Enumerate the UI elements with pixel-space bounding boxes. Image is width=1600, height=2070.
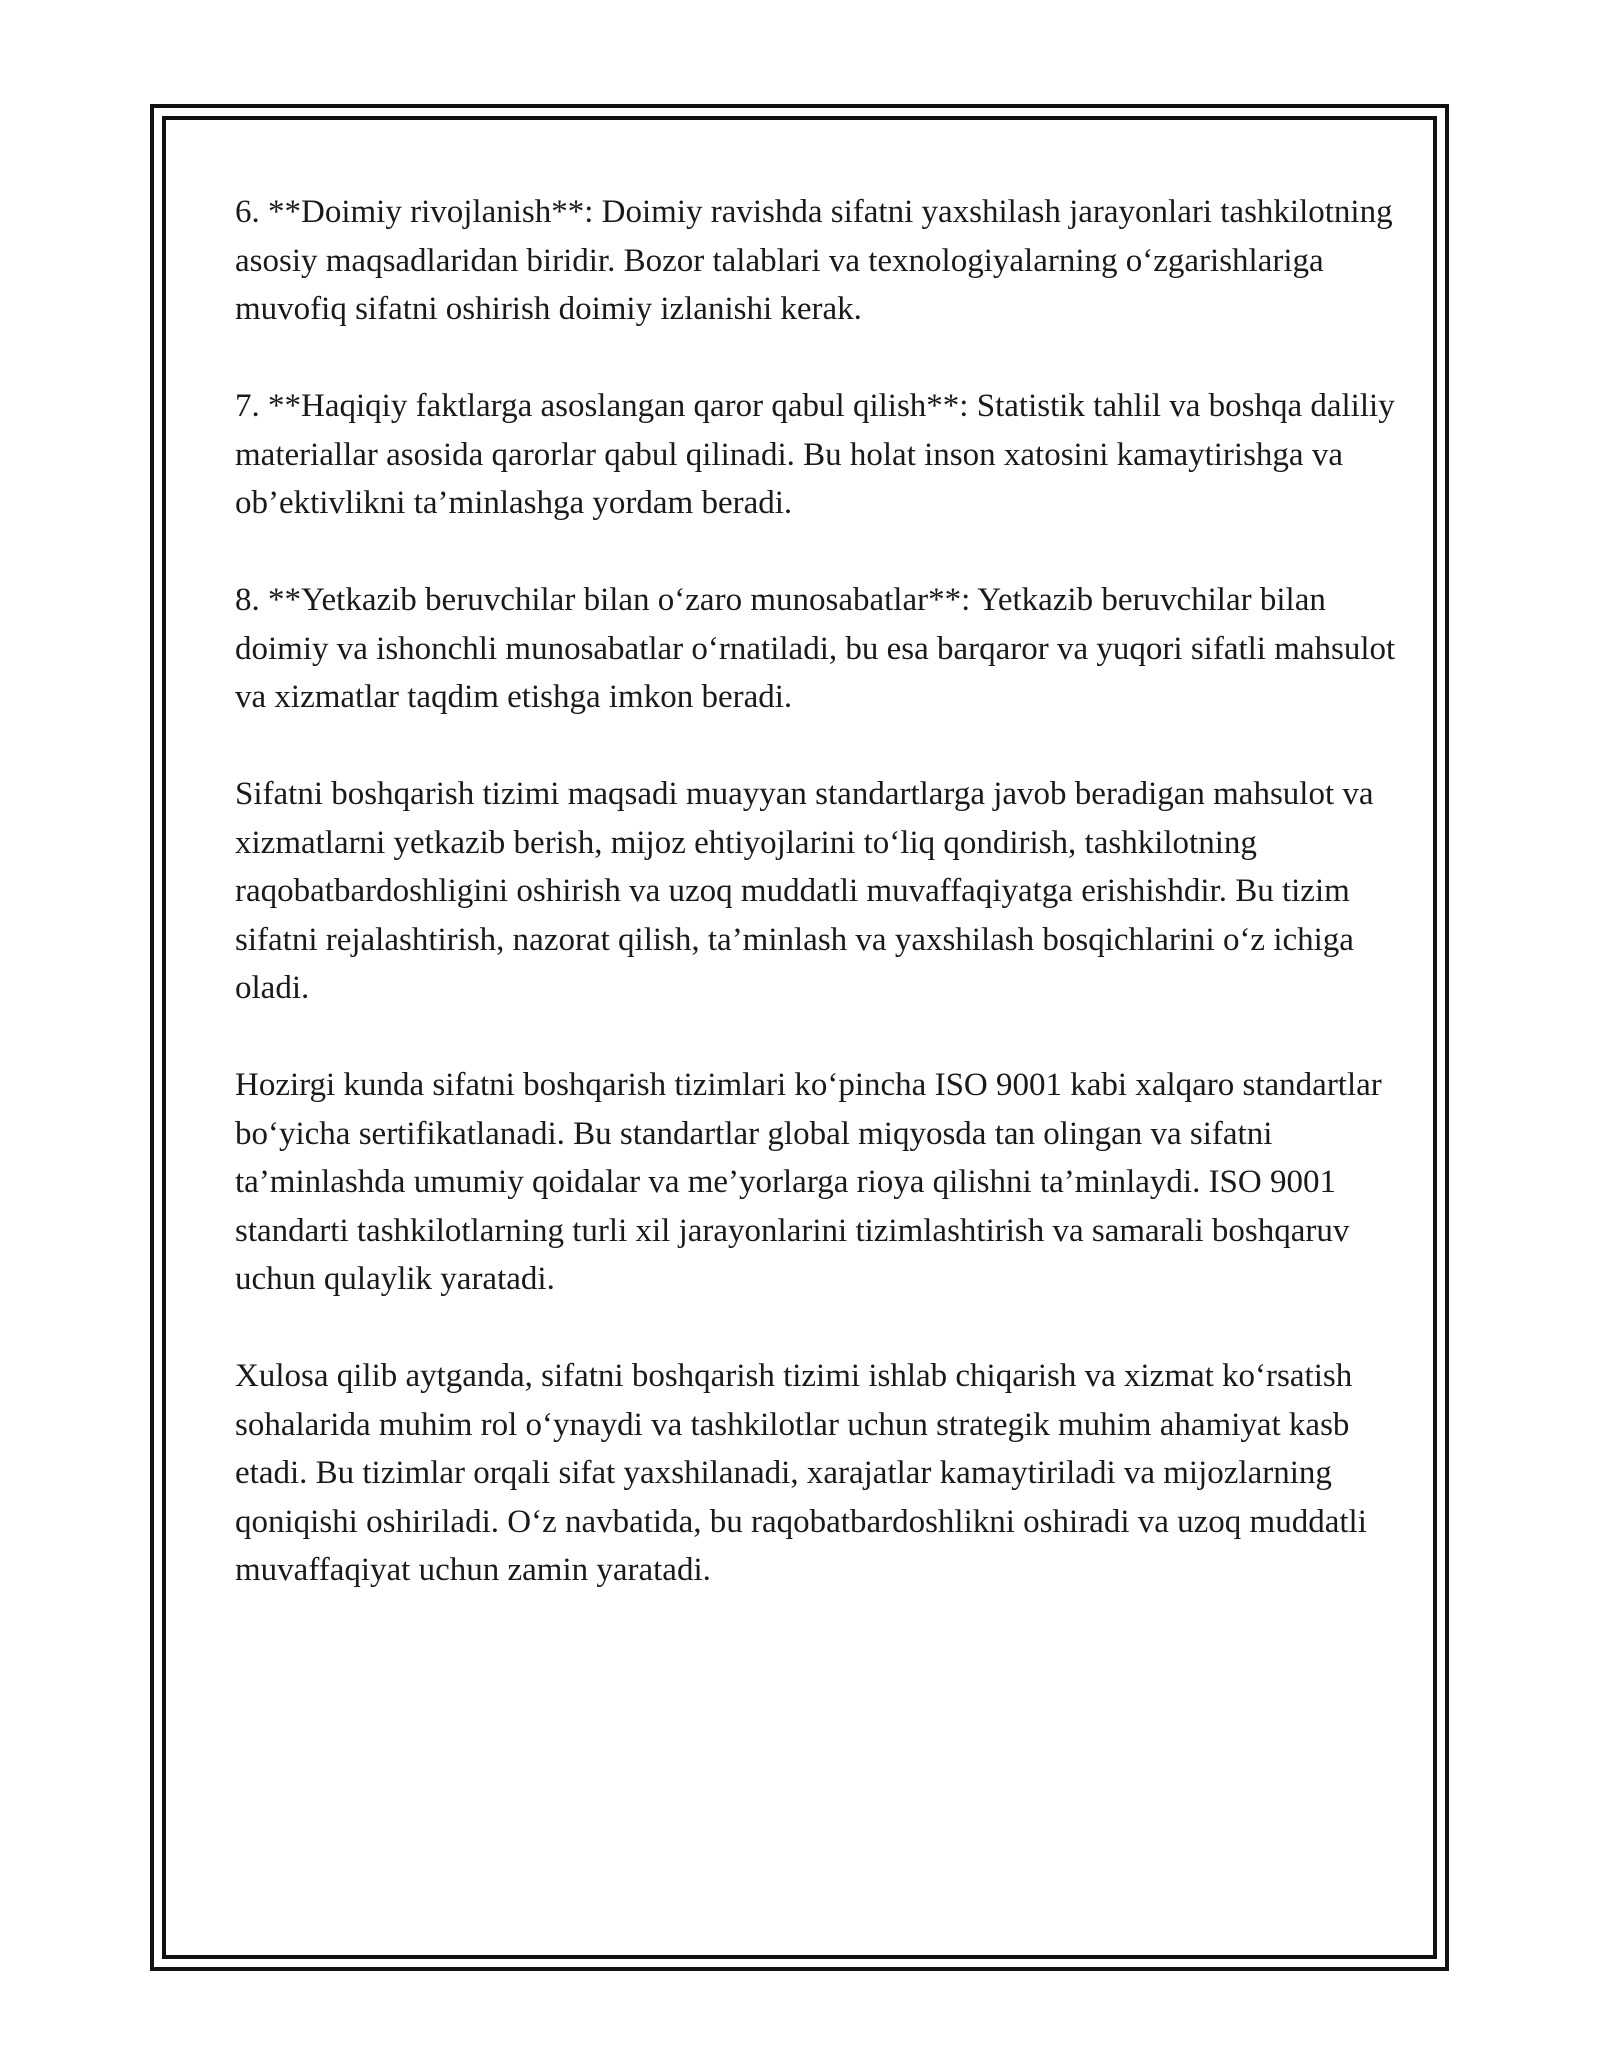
paragraph-principle-8: 8. **Yetkazib beruvchilar bilan o‘zaro munosabatlar**: Yetkazib beruvchilar bilan doimiy va ishonchli munosabatlar o‘rnatiladi, bu esa barqaror va yuqori sifatli mahsulot va xizmatlar taqdim etishga imkon beradi.: [235, 582, 1396, 715]
paragraph-conclusion: Xulosa qilib aytganda, sifatni boshqarish tizimi ishlab chiqarish va xizmat ko‘rsatish sohalarida muhim rol o‘ynaydi va tashkilotlar uchun strategik muhim ahamiyat kasb etadi. Bu tizimlar orqali sifat yaxshilanadi, xarajatlar kamaytiriladi va mijozlarning qoniqishi oshiriladi. O‘z navbatida, bu raqobatbardoshlikni oshiradi va uzoq muddatli muvaffaqiyat uchun zamin yaratadi.: [235, 1358, 1367, 1588]
paragraph-iso-9001: Hozirgi kunda sifatni boshqarish tizimlari ko‘pincha ISO 9001 kabi xalqaro standartlar bo‘yicha sertifikatlanadi. Bu standartlar global miqyosda tan olingan va sifatni ta’minlashda umumiy qoidalar va me’yorlarga rioya qilishni ta’minlaydi. ISO 9001 standarti tashkilotlarning turli xil jarayonlarini tizimlashtirish va samarali boshqaruv uchun qulaylik yaratadi.: [235, 1067, 1382, 1297]
paragraph-system-goal: Sifatni boshqarish tizimi maqsadi muayyan standartlarga javob beradigan mahsulot va xizmatlarni yetkazib berish, mijoz ehtiyojlarini to‘liq qondirish, tashkilotning raqobatbardoshligini oshirish va uzoq muddatli muvaffaqiyatga erishishdir. Bu tizim sifatni rejalashtirish, nazorat qilish, ta’minlash va yaxshilash bosqichlarini o‘z ichiga oladi.: [235, 776, 1374, 1006]
document-body: [235, 188, 1405, 1643]
paragraph-principle-7: 7. **Haqiqiy faktlarga asoslangan qaror qabul qilish**: Statistik tahlil va boshqa daliliy materiallar asosida qarorlar qabul qilinadi. Bu holat inson xatosini kamaytirishga va ob’ektivlikni ta’minlashga yordam beradi.: [235, 388, 1395, 521]
paragraph-principle-6: 6. **Doimiy rivojlanish**: Doimiy ravishda sifatni yaxshilash jarayonlari tashkilotning asosiy maqsadlaridan biridir. Bozor talablari va texnologiyalarning o‘zgarishlariga muvofiq sifatni oshirish doimiy izlanishi kerak.: [235, 194, 1393, 327]
